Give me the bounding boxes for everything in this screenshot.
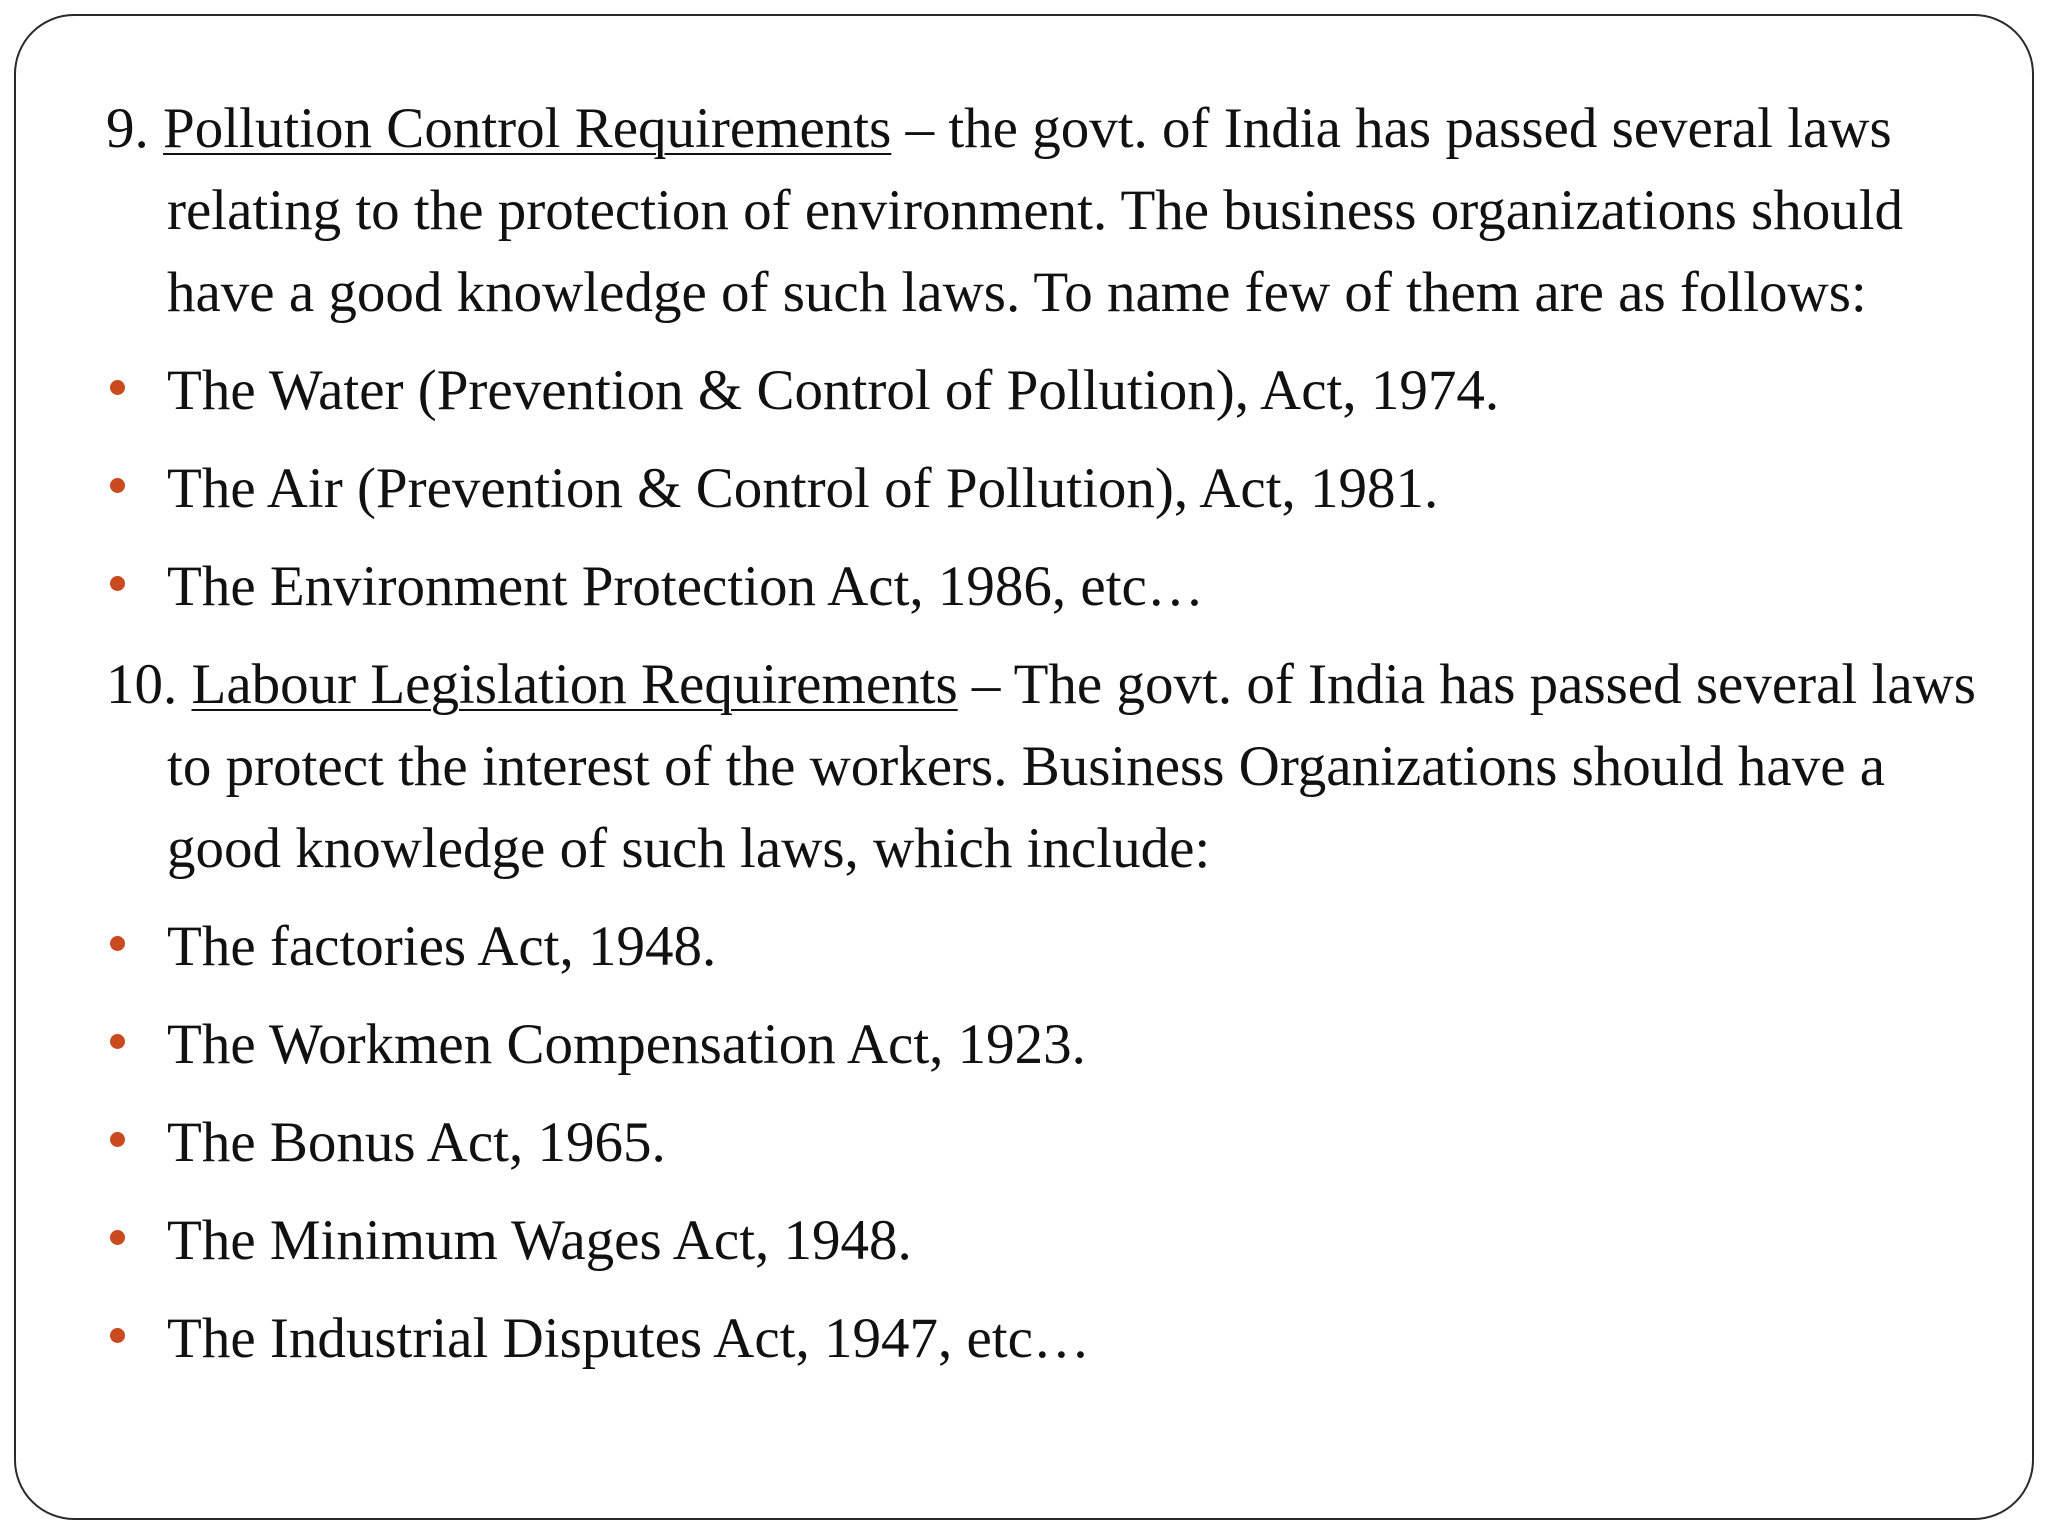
list-item-text: The Workmen Compensation Act, 1923. xyxy=(167,1013,1086,1076)
bullet-icon xyxy=(110,1230,125,1245)
list-item xyxy=(106,546,2006,628)
section-9-list xyxy=(106,350,2006,628)
section-10-list xyxy=(106,906,2006,1380)
section-9-paragraph xyxy=(106,88,2006,334)
bullet-icon xyxy=(110,380,125,395)
section-10-number: 10. xyxy=(106,653,192,716)
list-item-text: The Industrial Disputes Act, 1947, etc… xyxy=(167,1307,1090,1370)
list-item-text: The Environment Protection Act, 1986, etc… xyxy=(167,555,1204,618)
slide-content xyxy=(106,88,2006,1396)
bullet-icon xyxy=(110,1132,125,1147)
section-9-number: 9. xyxy=(106,97,163,160)
list-item-text: The Air (Prevention & Control of Pollution), Act, 1981. xyxy=(167,457,1439,520)
section-9-heading: Pollution Control Requirements xyxy=(163,97,892,160)
list-item xyxy=(106,906,2006,988)
list-item-text: The factories Act, 1948. xyxy=(167,915,717,978)
section-10-paragraph xyxy=(106,644,2006,890)
list-item-text: The Minimum Wages Act, 1948. xyxy=(167,1209,912,1272)
section-10-text: – The govt. of India has passed several laws to protect the interest of the workers. Business Organizations should have a good knowledge of such laws, which include: xyxy=(167,653,1976,880)
section-9-text: – the govt. of India has passed several laws relating to the protection of environment. The business organizations should have a good knowledge of such laws. To name few of them are as follows: xyxy=(167,97,1904,324)
list-item xyxy=(106,1298,2006,1380)
section-10-heading: Labour Legislation Requirements xyxy=(191,653,958,716)
bullet-icon xyxy=(110,1034,125,1049)
list-item xyxy=(106,1200,2006,1282)
bullet-icon xyxy=(110,478,125,493)
slide-frame xyxy=(14,14,2034,1520)
bullet-icon xyxy=(110,1328,125,1343)
list-item-text: The Water (Prevention & Control of Pollution), Act, 1974. xyxy=(167,359,1500,422)
list-item xyxy=(106,1004,2006,1086)
list-item xyxy=(106,1102,2006,1184)
bullet-icon xyxy=(110,576,125,591)
list-item xyxy=(106,350,2006,432)
list-item-text: The Bonus Act, 1965. xyxy=(167,1111,666,1174)
bullet-icon xyxy=(110,936,125,951)
list-item xyxy=(106,448,2006,530)
